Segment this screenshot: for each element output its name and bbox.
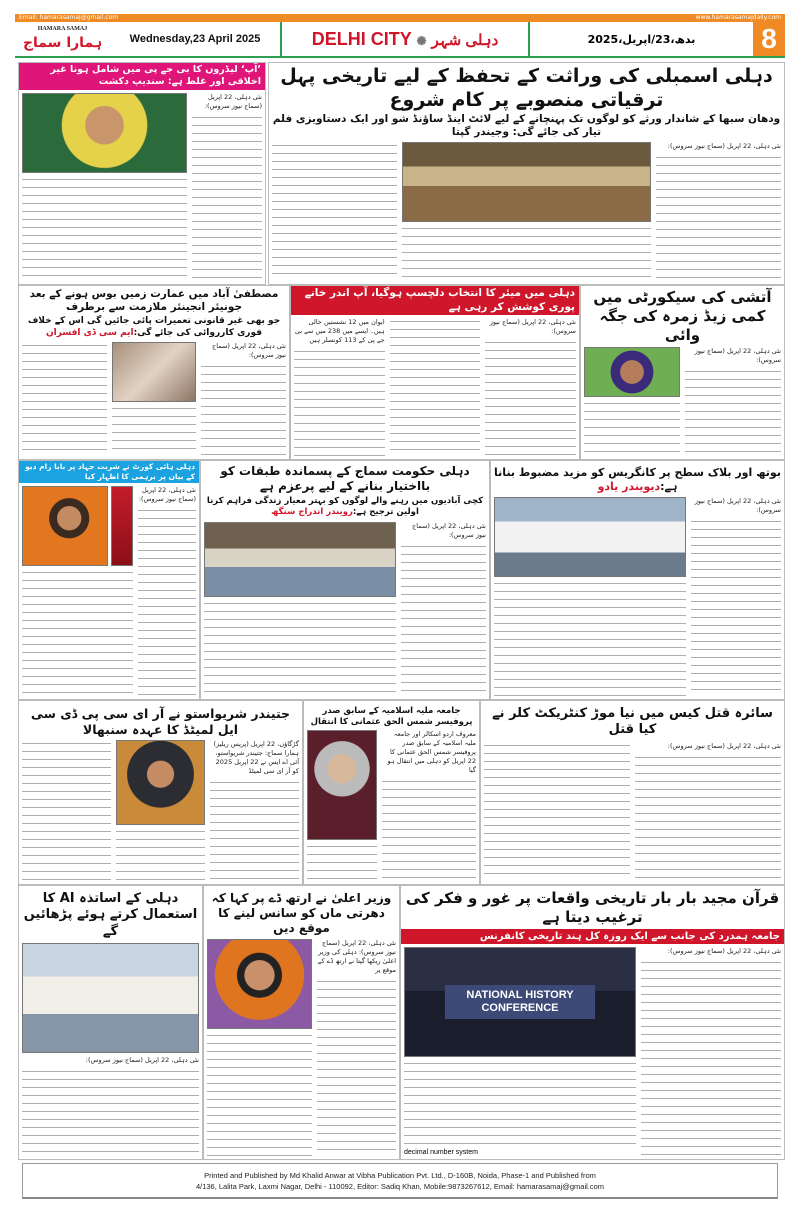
body-text-placeholder (22, 176, 187, 281)
body-text-placeholder (294, 348, 385, 456)
body-text-placeholder (22, 569, 133, 697)
section-ur: دہلی شہر (431, 32, 499, 49)
photo-ramdev (22, 486, 108, 566)
photo-congress (494, 497, 686, 577)
date-urdu: بدھ،23/اپریل،2025 (587, 32, 696, 46)
article-earthday[interactable] (203, 885, 400, 1160)
body-text-placeholder (484, 742, 630, 882)
headline: جامعہ ملیہ اسلامیہ کے سابق صدر پروفیسر شمس الحق عثمانی کا انتقال (310, 706, 473, 727)
conference-banner: NATIONAL HISTORY CONFERENCE (445, 985, 595, 1019)
article-sandeep[interactable] (18, 62, 266, 285)
subhead-source: رویندر اندراج سنگھ (271, 506, 353, 517)
headline: دہلی ہائی کورٹ نے شربت جہاد پر بابا رام دیو کے بیان پر برہمی کا اظہار کیا (19, 461, 199, 483)
body-text-placeholder (22, 342, 107, 456)
article-atishi[interactable] (580, 285, 785, 460)
headline: مصطفیٰ آباد میں عمارت زمیں بوس ہونے کے بعد جونیئر انجینئر ملازمت سے برطرف (29, 288, 279, 314)
article-saira[interactable] (480, 700, 785, 885)
photo-assembly (402, 142, 651, 222)
body-text-placeholder (210, 779, 299, 881)
masthead (15, 22, 785, 58)
dateline: نئی دہلی، 22 اپریل (سماج نیوز سروس): (667, 946, 781, 955)
dateline: نئی دہلی، 22 اپریل (سماج نیوز سروس): (85, 1055, 199, 1064)
body-text-placeholder (584, 400, 680, 456)
body-text-placeholder (22, 1068, 199, 1156)
dateline: نئی دہلی، 22 اپریل (سماج نیوز سروس): (412, 522, 486, 540)
body-text-placeholder (382, 778, 476, 881)
dateline: نئی دہلی، 22 اپریل (سماج نیوز سروس): (667, 741, 781, 750)
page-number: 8 (753, 22, 785, 56)
photo-sandeep (22, 93, 187, 173)
photo-cm (207, 939, 312, 1029)
body-text-placeholder (272, 142, 397, 281)
subhead: جو بھی غیر قانونی تعمیرات پائی جائیں گی اس کے خلاف فوری کارروائی کی جائے گی: (27, 316, 281, 338)
article-mayor[interactable] (290, 285, 580, 460)
photo-bottle (111, 486, 133, 566)
headline-source: دیویندر یادو (597, 479, 661, 493)
body-text-placeholder (691, 518, 781, 697)
logo (15, 26, 110, 53)
body-text-placeholder (485, 339, 576, 456)
body-text-placeholder (307, 843, 377, 881)
body-text-placeholder (201, 363, 286, 456)
body-text-placeholder (685, 368, 781, 456)
date-english: Wednesday,23 April 2025 (129, 33, 261, 45)
article-govt[interactable] (200, 460, 490, 700)
photo-usmani (307, 730, 377, 840)
dateline: نئی دہلی، 22 اپریل (سماج نیوز سروس): (489, 318, 576, 336)
subhead-source: ایم سی ڈی افسران (45, 327, 134, 338)
body-text-placeholder (404, 1060, 636, 1147)
photo-building (112, 342, 197, 402)
headline: آتشی کی سیکورٹی میں کمی زیڈ زمرہ کی جگہ وائی (593, 288, 772, 344)
dateline: نئی دہلی، 22 اپریل (سماج نیوز سروس): (204, 92, 262, 110)
body-text-placeholder (641, 959, 781, 1157)
lead: گڑگاؤں، 22 اپریل (پریس ریلیز) ہمارا سماج: جتیندر شریواستو، آئی اے ایس نے 22 اپریل 2025 کو آر ای سی لمیٹڈ (213, 740, 299, 776)
photo-meeting (204, 522, 396, 597)
subhead: جامعہ ہمدرد کی جانب سے ایک روزہ کل ہند تاریخی کانفرنس (401, 929, 784, 944)
dateline: نئی دہلی، 22 اپریل (سماج نیوز سروس): (138, 485, 196, 503)
body-text-placeholder (402, 225, 651, 281)
headline: جتیندر شریواستو نے آر ای سی پی ڈی سی ایل لمیٹڈ کا عہدہ سنبھالا (30, 706, 291, 737)
body-text-placeholder (390, 318, 481, 456)
article-jitendra[interactable] (18, 700, 303, 885)
top-strip (15, 14, 785, 22)
headline: دہلی میں میئر کا انتخاب دلچسپ ہوگیا، آپ اندر خانے پوری کوشش کر رہی ہے (291, 286, 579, 315)
imprint-footer (22, 1163, 778, 1199)
body-text-placeholder (494, 580, 686, 697)
section-en: DELHI CITY (311, 29, 412, 49)
headline: قرآن مجید بار بار تاریخی واقعات پر غور و فکر کی ترغیب دیتا ہے (405, 889, 780, 926)
section-title (280, 22, 530, 56)
body-text-placeholder (207, 1032, 312, 1156)
headline: وزیر اعلیٰ نے ارتھ ڈے پر کہا کہ دھرتی ماں کو سانس لینے کا موقع دیں (211, 891, 392, 935)
caption: decimal number system (404, 1149, 478, 1156)
footer-line-2: 4/136, Lalita Park, Laxmi Nagar, Delhi - 110092, Editor: Sadiq Khan, Mobile:9873267612, Email: hamarasamaj@gmail.com (195, 1182, 605, 1191)
article-usmani[interactable] (303, 700, 480, 885)
photo-conference (404, 947, 636, 1057)
photo-atishi (584, 347, 680, 397)
body-text-placeholder (204, 600, 396, 696)
lead: ایوان میں 12 نشستیں خالی ہیں۔ ایسے میں 238 میں سے بی جے پی کے 113 کونسلر ہیں (294, 318, 385, 345)
body-text-placeholder (192, 114, 262, 281)
headline: ’آپ‘ لیڈروں کا بی جے پی میں شامل ہونا غیر اخلاقی اور غلط ہے: سندیپ دکشت (19, 63, 265, 90)
dateline: نئی دہلی، 22 اپریل (سماج نیوز سروس): (694, 496, 781, 514)
headline: دہلی حکومت سماج کے پسماندہ طبقات کو بااختیار بنانے کے لیے پرعزم ہے (220, 464, 470, 493)
dateline: نئی دہلی، 22 اپریل (سماج نیوز سروس): (694, 347, 781, 365)
article-mustafabad[interactable] (18, 285, 290, 460)
logo-en: HAMARA SAMAJ (37, 25, 88, 32)
headline: دہلی اسمبلی کی وراثت کے تحفظ کے لیے تاریخی پہل ترقیاتی منصوبے پر کام شروع (280, 65, 773, 111)
header-website: www.hamarasamajdaily.com (695, 14, 781, 21)
headline: سائرہ قتل کیس میں نیا موڑ کنٹریکٹ کلر نے کیا قتل (492, 706, 773, 738)
emblem-icon: ✺ (416, 34, 427, 48)
photo-jitendra (116, 740, 205, 825)
body-text-placeholder (22, 740, 111, 881)
footer-line-1: Printed and Published by Md Khalid Anwar at Vibha Publication Pvt. Ltd., D-160B, Noida, Phase-1 and Published from (204, 1171, 596, 1180)
body-text-placeholder (317, 978, 396, 1156)
subhead: کچی آبادیوں میں رہنے والے لوگوں کو بہتر معیار زندگی فراہم کرنا اولین ترجیح ہے: (206, 496, 484, 517)
article-ai[interactable] (18, 885, 203, 1160)
headline: بوتھ اور بلاک سطح پر کانگریس کو مزید مضبوط بنانا ہے: (494, 466, 781, 493)
article-booth[interactable] (490, 460, 785, 700)
body-text-placeholder (401, 543, 486, 696)
dateline: نئی دہلی، 22 اپریل (سماج نیوز سروس): (212, 341, 286, 359)
photo-classroom (22, 943, 199, 1053)
header-email: Email: hamarasamaj@gmail.com (19, 14, 119, 21)
dateline: نئی دہلی، 22 اپریل (سماج نیوز سروس): (667, 141, 781, 150)
article-ramdev[interactable] (18, 460, 200, 700)
body-text-placeholder (656, 154, 781, 281)
article-main[interactable] (268, 62, 785, 285)
body-text-placeholder (116, 828, 205, 881)
body-text-placeholder (112, 405, 197, 456)
lead: نئی دہلی، 22 اپریل (سماج نیوز سروس): دہلی کی وزیر اعلیٰ ریکھا گپتا نے ارتھ ڈے کے موقع پر (317, 939, 396, 974)
logo-ur: ہمارا سماج (22, 34, 103, 51)
body-text-placeholder (138, 507, 196, 697)
headline: دہلی کے اساتذہ AI کا استعمال کرتے ہوئے پڑھائیں گے (23, 891, 198, 939)
subhead: ودھان سبھا کے شاندار ورثے کو لوگوں تک پہنچانے کے لیے لائٹ اینڈ ساؤنڈ شو اور ایک دستاویزی فلم تیار کی جائے گی: وجیندر گپتا (272, 112, 781, 138)
article-quran[interactable] (400, 885, 785, 1160)
lead: معروف اردو اسکالر اور جامعہ ملیہ اسلامیہ کے سابق صدر پروفیسر شمس الحق عثمانی کا 22 اپریل کو دہلی میں انتقال ہو گیا (387, 730, 476, 775)
body-text-placeholder (635, 754, 781, 882)
